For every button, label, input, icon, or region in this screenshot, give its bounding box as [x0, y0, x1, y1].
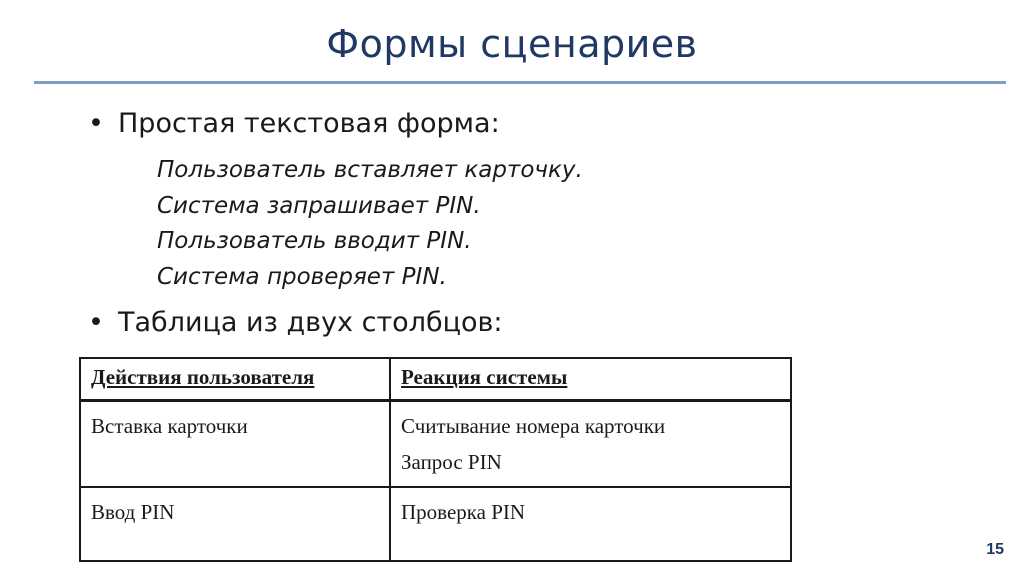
- bullet-simple-text-form: [88, 108, 500, 139]
- table-cell-user: [80, 401, 390, 488]
- table-cell-system: [390, 401, 791, 488]
- bullet-marker: •: [88, 307, 104, 338]
- scenario-table: [79, 357, 792, 562]
- header-system-response: Реакция системы: [390, 358, 791, 401]
- table-row: [80, 401, 791, 488]
- cell-text: Считывание номера карточки: [401, 414, 666, 438]
- scenario-line: Пользователь вводит PIN.: [157, 228, 472, 254]
- bullet-text: Таблица из двух столбцов:: [118, 307, 503, 338]
- cell-text: Ввод PIN: [91, 500, 175, 524]
- scenario-line: Пользователь вставляет карточку.: [157, 157, 583, 183]
- slide-title: Формы сценариев: [326, 22, 698, 66]
- table-cell-user: [80, 487, 390, 561]
- header-user-actions: Действия пользователя: [80, 358, 390, 401]
- bullet-marker: •: [88, 108, 104, 139]
- cell-text: Вставка карточки: [91, 414, 248, 438]
- title-divider: [34, 81, 1006, 84]
- bullet-two-column-table: [88, 307, 503, 338]
- cell-text: Проверка PIN: [401, 500, 526, 524]
- scenario-text-block: [157, 153, 583, 295]
- scenario-line: Система проверяет PIN.: [157, 263, 447, 290]
- table-header-row: [80, 358, 791, 401]
- slide-number: 15: [986, 541, 1004, 558]
- table-cell-system: [390, 487, 791, 561]
- scenario-line: Система запрашивает PIN.: [157, 192, 481, 219]
- table-row: [80, 487, 791, 561]
- cell-text: Запрос PIN: [401, 450, 502, 474]
- bullet-text: Простая текстовая форма:: [118, 108, 500, 139]
